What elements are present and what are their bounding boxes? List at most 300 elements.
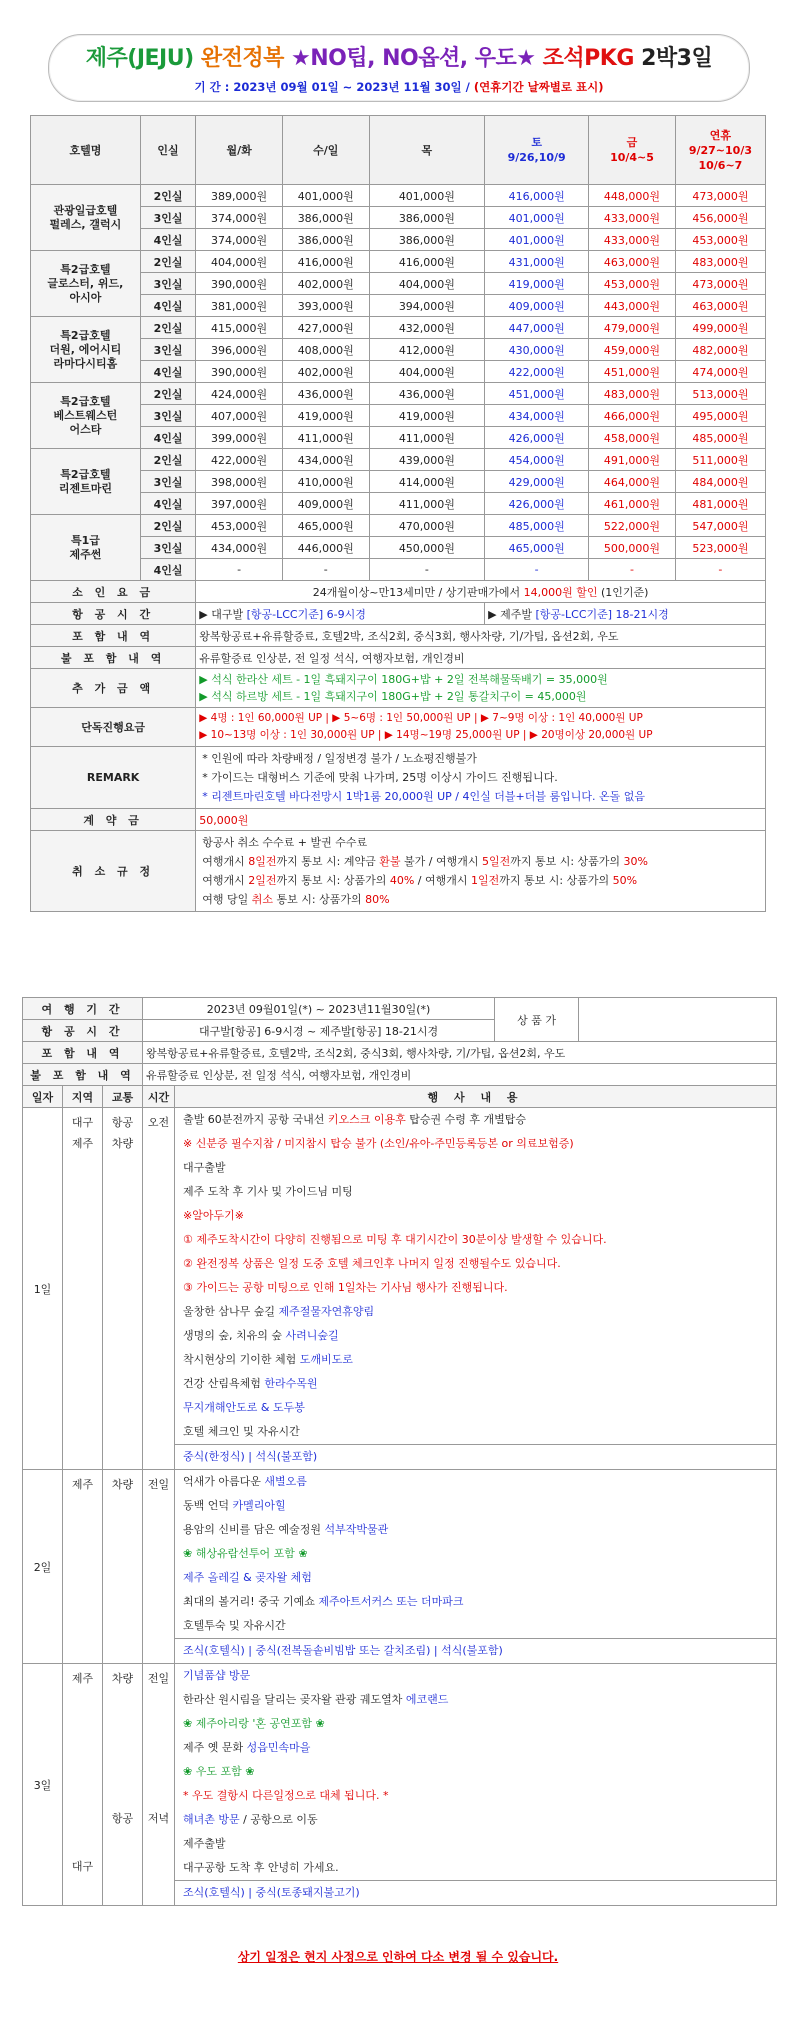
activity-place: 카멜리아힐 — [232, 1499, 286, 1512]
activity-line: * 우도 결항시 다른일정으로 대체 됩니다. * — [183, 1789, 389, 1802]
itinerary-period-value: 2023년 09월01일(*) ~ 2023년11월30일(*) — [143, 998, 495, 1020]
activity-line: ③ 가이드는 공항 미팅으로 인해 1일차는 기사님 행사가 진행됩니다. — [183, 1281, 508, 1294]
activity-text: 건강 산림욕체험 — [183, 1377, 265, 1390]
header-mon-tue: 월/화 — [196, 116, 283, 185]
day3-row — [23, 1664, 777, 1906]
cancel-em: 5일전 — [481, 855, 511, 868]
price-cell: 394,000원 — [369, 295, 485, 317]
price-cell: 412,000원 — [369, 339, 485, 361]
price-cell: 386,000원 — [282, 229, 369, 251]
extra-fee-row — [31, 669, 766, 708]
header-wed-sun: 수/일 — [282, 116, 369, 185]
activity-place: 제주아트서커스 또는 더마파크 — [318, 1595, 464, 1608]
child-fare-label: 소 인 요 금 — [31, 581, 196, 603]
header-sat: 토 9/26,10/9 — [485, 116, 589, 185]
price-cell: 381,000원 — [196, 295, 283, 317]
activity-line: ① 제주도착시간이 다양히 진행됨으로 미팅 후 대기시간이 30분이상 발생할 수 있습니다. — [183, 1233, 607, 1246]
price-cell: 411,000원 — [369, 493, 485, 515]
price-cell: 416,000원 — [369, 251, 485, 273]
price-cell: 485,000원 — [485, 515, 589, 537]
price-cell: 419,000원 — [485, 273, 589, 295]
header-day: 일자 — [23, 1086, 63, 1108]
price-row — [31, 229, 766, 251]
child-fare-row — [31, 581, 766, 603]
itinerary-excluded-label: 불 포 함 내 역 — [23, 1064, 143, 1086]
price-cell: - — [282, 559, 369, 581]
activity-line: 호텔 체크인 및 자유시간 — [183, 1425, 300, 1438]
price-cell: 523,000원 — [675, 537, 765, 559]
product-price-label: 상 품 가 — [495, 998, 579, 1042]
day3-region-1: 제주 — [71, 1672, 94, 1685]
activity-place: 새별오름 — [264, 1475, 307, 1488]
price-row — [31, 493, 766, 515]
price-cell: 404,000원 — [369, 361, 485, 383]
activity-line: 무지개해안도로 & 도두봉 — [183, 1401, 305, 1414]
activity-line: ※ 신분증 필수지참 / 미지참시 탑승 불가 (소인/유아-주민등록등본 or 의료보험증) — [183, 1137, 574, 1150]
title-part-jeju: 제주(JEJU) — [85, 46, 194, 71]
price-cell: 483,000원 — [675, 251, 765, 273]
price-cell: 416,000원 — [485, 185, 589, 207]
day1-activities — [175, 1108, 777, 1470]
price-cell: 500,000원 — [589, 537, 676, 559]
hotel-name: 특1급 제주썬 — [31, 515, 141, 581]
room-type: 2인실 — [140, 185, 195, 207]
itinerary-excluded-row — [23, 1064, 777, 1086]
price-cell: 466,000원 — [589, 405, 676, 427]
hotel-name: 관광일급호텔 펄레스, 갤럭시 — [31, 185, 141, 251]
activity-line: 호텔투숙 및 자유시간 — [183, 1619, 286, 1632]
price-cell: 459,000원 — [589, 339, 676, 361]
period-label: 기 간 : — [194, 80, 234, 94]
room-type: 4인실 — [140, 229, 195, 251]
activity-text: 억새가 아름다운 — [183, 1475, 265, 1488]
price-cell: 401,000원 — [485, 207, 589, 229]
cancel-text: 까지 통보 시: 상품가의 — [499, 874, 613, 887]
price-cell: 411,000원 — [282, 427, 369, 449]
price-cell: 473,000원 — [675, 185, 765, 207]
price-cell: 429,000원 — [485, 471, 589, 493]
hotel-name: 특2급호텔 글로스터, 위드, 아시아 — [31, 251, 141, 317]
price-cell: 464,000원 — [589, 471, 676, 493]
price-cell: 454,000원 — [485, 449, 589, 471]
day3-label: 3일 — [23, 1664, 63, 1906]
cancel-em: 환불 — [379, 855, 401, 868]
remark-row — [31, 747, 766, 809]
price-cell: 416,000원 — [282, 251, 369, 273]
activity-line — [175, 1688, 776, 1712]
day2-region: 제주 — [63, 1470, 103, 1664]
period-value: 2023년 09월 01일 ~ 2023년 11월 30일 / — [233, 80, 474, 94]
activity-line — [175, 1348, 776, 1372]
solo-fee-label: 단독진행요금 — [31, 708, 196, 747]
activity-text: 최대의 볼거리! 중국 기예쇼 — [183, 1595, 319, 1608]
solo-fee-line-2: ▶ 10~13명 이상 : 1인 30,000원 UP | ▶ 14명~19명 25,000원 UP | ▶ 20명이상 20,000원 UP — [199, 729, 653, 741]
activity-text: 한라산 원시림을 달리는 곶자왈 관광 궤도열차 — [183, 1693, 406, 1706]
price-cell: 422,000원 — [485, 361, 589, 383]
day1-time: 오전 — [143, 1108, 175, 1470]
price-row — [31, 207, 766, 229]
activity-highlight: 키오스크 이용후 — [327, 1113, 406, 1126]
title-part-notip: ★NO팁, NO옵션, 우도★ — [291, 46, 536, 71]
child-fare-basis: (1인기준) — [597, 585, 649, 599]
day1-region — [63, 1108, 103, 1470]
price-cell: 453,000원 — [675, 229, 765, 251]
price-cell: 432,000원 — [369, 317, 485, 339]
day2-meal: 조식(호텔식) | 중식(전복돌솥비빔밥 또는 갈치조림) | 석식(불포함) — [175, 1638, 776, 1663]
room-type: 2인실 — [140, 449, 195, 471]
price-cell: 419,000원 — [369, 405, 485, 427]
price-cell: 484,000원 — [675, 471, 765, 493]
price-cell: 415,000원 — [196, 317, 283, 339]
itinerary-table — [22, 997, 777, 1906]
room-type: 2인실 — [140, 515, 195, 537]
price-row — [31, 537, 766, 559]
price-cell: 422,000원 — [196, 449, 283, 471]
price-cell: 407,000원 — [196, 405, 283, 427]
price-row — [31, 251, 766, 273]
day3-transport-2: 항공 — [111, 1812, 134, 1825]
title-banner — [48, 34, 750, 102]
itinerary-included-row — [23, 1042, 777, 1064]
day2-transport: 차량 — [103, 1470, 143, 1664]
price-cell: 430,000원 — [485, 339, 589, 361]
cancel-line-1: 항공사 취소 수수료 + 발권 수수료 — [202, 836, 368, 849]
day3-time-1: 전일 — [147, 1672, 170, 1685]
cancel-line-3 — [202, 871, 759, 890]
price-cell: 398,000원 — [196, 471, 283, 493]
day3-time-2: 저녁 — [147, 1812, 170, 1825]
hotel-name: 특2급호텔 리젠트마린 — [31, 449, 141, 515]
cancel-em: 8일전 — [248, 855, 277, 868]
price-cell: 465,000원 — [485, 537, 589, 559]
cancel-line-4 — [202, 890, 759, 909]
activity-text: 착시현상의 기이한 체험 — [183, 1353, 300, 1366]
cancel-em: 40% — [389, 874, 415, 887]
price-cell: 439,000원 — [369, 449, 485, 471]
price-cell: 463,000원 — [589, 251, 676, 273]
price-cell: - — [369, 559, 485, 581]
cancel-text: 불가 / 여행개시 — [400, 855, 482, 868]
flight-time-label: 항 공 시 간 — [31, 603, 196, 625]
room-type: 3인실 — [140, 537, 195, 559]
price-cell: 451,000원 — [589, 361, 676, 383]
header-fri: 금 10/4~5 — [589, 116, 676, 185]
activity-line: 제주출발 — [183, 1837, 226, 1850]
included-label: 포 함 내 역 — [31, 625, 196, 647]
cancel-em: 50% — [612, 874, 638, 887]
cancel-text: 여행개시 — [202, 874, 249, 887]
cancel-row — [31, 831, 766, 912]
price-cell: - — [589, 559, 676, 581]
activity-place: 제주절물자연휴양림 — [278, 1305, 375, 1318]
room-type: 3인실 — [140, 471, 195, 493]
price-cell: 404,000원 — [369, 273, 485, 295]
title-part-pkg: 조석PKG — [542, 46, 634, 71]
cancel-em: 1일전 — [471, 874, 500, 887]
activity-text: 제주 옛 문화 — [183, 1741, 247, 1754]
activity-place: 해녀촌 방문 — [183, 1813, 240, 1826]
activity-line — [175, 1590, 776, 1614]
day3-region-2: 대구 — [71, 1860, 94, 1873]
day3-transport — [103, 1664, 143, 1906]
cancel-label: 취 소 규 정 — [31, 831, 196, 912]
itinerary-flight-value: 대구발[항공] 6-9시경 ~ 제주발[항공] 18-21시경 — [143, 1020, 495, 1042]
price-cell: 393,000원 — [282, 295, 369, 317]
price-cell: 397,000원 — [196, 493, 283, 515]
activity-line — [175, 1808, 776, 1832]
price-cell: 447,000원 — [485, 317, 589, 339]
excluded-value: 유류할증료 인상분, 전 일정 석식, 여행자보험, 개인경비 — [196, 647, 766, 669]
day3-region — [63, 1664, 103, 1906]
day3-transport-1: 차량 — [111, 1672, 134, 1685]
day1-region-1: 대구 — [71, 1116, 94, 1129]
deposit-value: 50,000원 — [196, 809, 766, 831]
day3-time — [143, 1664, 175, 1906]
price-cell: 374,000원 — [196, 229, 283, 251]
price-cell: 473,000원 — [675, 273, 765, 295]
activity-line — [175, 1300, 776, 1324]
room-type: 2인실 — [140, 317, 195, 339]
price-cell: 482,000원 — [675, 339, 765, 361]
flight-departure-time: [항공-LCC기준] 6-9시경 — [246, 607, 366, 621]
activity-text: 울창한 삼나무 숲길 — [183, 1305, 279, 1318]
activity-place: 사려니숲길 — [285, 1329, 339, 1342]
activity-line — [175, 1736, 776, 1760]
day1-meal: 중식(한정식) | 석식(불포함) — [175, 1444, 776, 1469]
price-cell: 522,000원 — [589, 515, 676, 537]
room-type: 2인실 — [140, 251, 195, 273]
itinerary-header-row — [23, 1086, 777, 1108]
price-cell: 386,000원 — [369, 207, 485, 229]
child-fare-discount: 14,000원 할인 — [523, 585, 598, 599]
day1-transport — [103, 1108, 143, 1470]
price-cell: 433,000원 — [589, 207, 676, 229]
itinerary-included-label: 포 함 내 역 — [23, 1042, 143, 1064]
price-row — [31, 383, 766, 405]
day2-activities — [175, 1470, 777, 1664]
itinerary-period-label: 여 행 기 간 — [23, 998, 143, 1020]
price-row — [31, 273, 766, 295]
remark-line-2: * 가이드는 대형버스 기준에 맞춰 나가며, 25명 이상시 가이드 진행됩니다. — [202, 771, 558, 784]
price-cell: 481,000원 — [675, 493, 765, 515]
activity-line: 제주 도착 후 기사 및 가이드님 미팅 — [183, 1185, 353, 1198]
price-row — [31, 185, 766, 207]
price-row — [31, 427, 766, 449]
period-line — [49, 79, 749, 95]
extra-fee-value — [196, 669, 766, 708]
flight-time-row — [31, 603, 766, 625]
price-row — [31, 471, 766, 493]
cancel-value — [196, 831, 766, 912]
activity-text: / 공항으로 이동 — [239, 1813, 318, 1826]
price-cell: 463,000원 — [675, 295, 765, 317]
price-cell: 443,000원 — [589, 295, 676, 317]
price-cell: 408,000원 — [282, 339, 369, 361]
cancel-text: 여행 당일 — [202, 893, 252, 906]
cancel-em: 30% — [623, 855, 648, 868]
price-cell: 483,000원 — [589, 383, 676, 405]
price-cell: 458,000원 — [589, 427, 676, 449]
room-type: 3인실 — [140, 207, 195, 229]
price-cell: 513,000원 — [675, 383, 765, 405]
activity-line — [175, 1108, 776, 1132]
price-cell: 547,000원 — [675, 515, 765, 537]
price-cell: 390,000원 — [196, 273, 283, 295]
day3-activities — [175, 1664, 777, 1906]
price-cell: 470,000원 — [369, 515, 485, 537]
price-cell: 499,000원 — [675, 317, 765, 339]
price-cell: 386,000원 — [369, 229, 485, 251]
day1-transport-1: 항공 — [111, 1116, 134, 1129]
itinerary-included-value: 왕복항공료+유류할증료, 호텔2박, 조식2회, 중식3회, 행사차량, 기/가팁, 옵션2회, 우도 — [143, 1042, 777, 1064]
cancel-text: 까지 통보 시: 계약금 — [276, 855, 380, 868]
header-time: 시간 — [143, 1086, 175, 1108]
price-cell: 374,000원 — [196, 207, 283, 229]
header-room: 인실 — [140, 116, 195, 185]
day1-row — [23, 1108, 777, 1470]
title-part-conquer: 완전정복 — [200, 46, 284, 71]
extra-fee-harubang: ▶ 석식 하르방 세트 - 1일 흑돼지구이 180G+밥 + 2일 통갈치구이 = 45,000원 — [199, 690, 587, 703]
price-cell: 386,000원 — [282, 207, 369, 229]
excluded-label: 불 포 함 내 역 — [31, 647, 196, 669]
price-cell: 410,000원 — [282, 471, 369, 493]
price-row — [31, 449, 766, 471]
price-cell: 396,000원 — [196, 339, 283, 361]
room-type: 3인실 — [140, 339, 195, 361]
price-cell: 448,000원 — [589, 185, 676, 207]
activity-text: 탑승권 수령 후 개별탑승 — [405, 1113, 527, 1126]
activity-place: 도깨비도로 — [299, 1353, 353, 1366]
price-cell: 426,000원 — [485, 427, 589, 449]
period-note: (연휴기간 날짜별로 표시) — [473, 80, 604, 94]
activity-text: 생명의 숲, 치유의 숲 — [183, 1329, 286, 1342]
activity-line: ❀ 우도 포함 ❀ — [183, 1765, 255, 1778]
price-cell: 409,000원 — [282, 493, 369, 515]
price-cell: - — [485, 559, 589, 581]
price-cell: 456,000원 — [675, 207, 765, 229]
activity-place: 석부작박물관 — [324, 1523, 389, 1536]
header-thu: 목 — [369, 116, 485, 185]
activity-place: 성읍민속마을 — [246, 1741, 311, 1754]
price-cell: 414,000원 — [369, 471, 485, 493]
price-row — [31, 361, 766, 383]
solo-fee-value — [196, 708, 766, 747]
activity-line: 기념품샵 방문 — [183, 1669, 251, 1682]
activity-line — [175, 1324, 776, 1348]
header-transport: 교통 — [103, 1086, 143, 1108]
cancel-text: 까지 통보 시: 상품가의 — [510, 855, 624, 868]
child-fare-text: 24개월이상~만13세미만 / 상기판매가에서 — [312, 585, 524, 599]
extra-fee-hallasan: ▶ 석식 한라산 세트 - 1일 흑돼지구이 180G+밥 + 2일 전복해물뚝배기 = 35,000원 — [199, 673, 608, 686]
header-hotel: 호텔명 — [31, 116, 141, 185]
activity-text: 용암의 신비를 담은 예술정원 — [183, 1523, 325, 1536]
price-cell: 427,000원 — [282, 317, 369, 339]
itinerary-excluded-value: 유류할증료 인상분, 전 일정 석식, 여행자보험, 개인경비 — [143, 1064, 777, 1086]
activity-line: 대구출발 — [183, 1161, 226, 1174]
price-row — [31, 405, 766, 427]
price-cell: 461,000원 — [589, 493, 676, 515]
price-cell: 401,000원 — [369, 185, 485, 207]
footer-note: 상기 일정은 현지 사정으로 인하여 다소 변경 될 수 있습니다. — [237, 1950, 559, 1964]
header-activity: 행 사 내 용 — [175, 1086, 777, 1108]
price-row — [31, 339, 766, 361]
price-cell: 436,000원 — [282, 383, 369, 405]
price-row — [31, 295, 766, 317]
cancel-text: 여행개시 — [202, 855, 249, 868]
price-cell: 453,000원 — [196, 515, 283, 537]
price-row — [31, 515, 766, 537]
price-cell: 485,000원 — [675, 427, 765, 449]
flight-departure-city: ▶ 대구발 — [199, 607, 247, 621]
price-table-header — [31, 116, 766, 185]
room-type: 3인실 — [140, 405, 195, 427]
title-part-nights: 2박3일 — [641, 46, 713, 71]
day2-row — [23, 1470, 777, 1664]
cancel-text: 까지 통보 시: 상품가의 — [276, 874, 390, 887]
header-region: 지역 — [63, 1086, 103, 1108]
hotel-name: 특2급호텔 베스트웨스턴 어스타 — [31, 383, 141, 449]
activity-line: ※알아두기※ — [183, 1209, 244, 1222]
room-type: 4인실 — [140, 559, 195, 581]
activity-line — [175, 1518, 776, 1542]
activity-line: ② 완전정복 상품은 일정 도중 호텔 체크인후 나머지 일정 진행될수도 있습니다. — [183, 1257, 561, 1270]
deposit-label: 계 약 금 — [31, 809, 196, 831]
day1-region-2: 제주 — [71, 1137, 94, 1150]
solo-fee-row — [31, 708, 766, 747]
price-cell: 450,000원 — [369, 537, 485, 559]
included-value: 왕복항공료+유류할증료, 호텔2박, 조식2회, 중식3회, 행사차량, 기/가팁, 옵션2회, 우도 — [196, 625, 766, 647]
price-cell: 424,000원 — [196, 383, 283, 405]
room-type: 4인실 — [140, 493, 195, 515]
room-type: 2인실 — [140, 383, 195, 405]
room-type: 4인실 — [140, 295, 195, 317]
header-holiday: 연휴 9/27~10/3 10/6~7 — [675, 116, 765, 185]
price-cell: 474,000원 — [675, 361, 765, 383]
flight-return-city: ▶ 제주발 — [488, 607, 536, 621]
cancel-text: 통보 시: 상품가의 — [273, 893, 366, 906]
cancel-line-2 — [202, 852, 759, 871]
day1-transport-2: 차량 — [111, 1137, 134, 1150]
price-cell: 433,000원 — [589, 229, 676, 251]
price-cell: 411,000원 — [369, 427, 485, 449]
price-cell: 465,000원 — [282, 515, 369, 537]
cancel-em: 2일전 — [248, 874, 277, 887]
flight-return — [485, 603, 766, 625]
activity-place: 에코랜드 — [405, 1693, 449, 1706]
activity-text: 출발 60분전까지 공항 국내선 — [183, 1113, 328, 1126]
cancel-em: 80% — [365, 893, 390, 906]
flight-return-time: [항공-LCC기준] 18-21시경 — [535, 607, 669, 621]
itinerary-flight-label: 항 공 시 간 — [23, 1020, 143, 1042]
day1-label: 1일 — [23, 1108, 63, 1470]
day2-time: 전일 — [143, 1470, 175, 1664]
price-cell: 402,000원 — [282, 273, 369, 295]
day3-meal: 조식(호텔식) | 중식(토종돼지불고기) — [175, 1880, 776, 1905]
cancel-text: / 여행개시 — [414, 874, 472, 887]
room-type: 4인실 — [140, 361, 195, 383]
flight-departure — [196, 603, 485, 625]
room-type: 3인실 — [140, 273, 195, 295]
activity-line — [175, 1470, 776, 1494]
price-cell: 409,000원 — [485, 295, 589, 317]
page-title — [49, 41, 749, 72]
activity-line — [175, 1372, 776, 1396]
price-row — [31, 559, 766, 581]
price-cell: 390,000원 — [196, 361, 283, 383]
activity-line: ❀ 해상유람선투어 포함 ❀ — [183, 1547, 308, 1560]
price-cell: 453,000원 — [589, 273, 676, 295]
price-cell: 426,000원 — [485, 493, 589, 515]
